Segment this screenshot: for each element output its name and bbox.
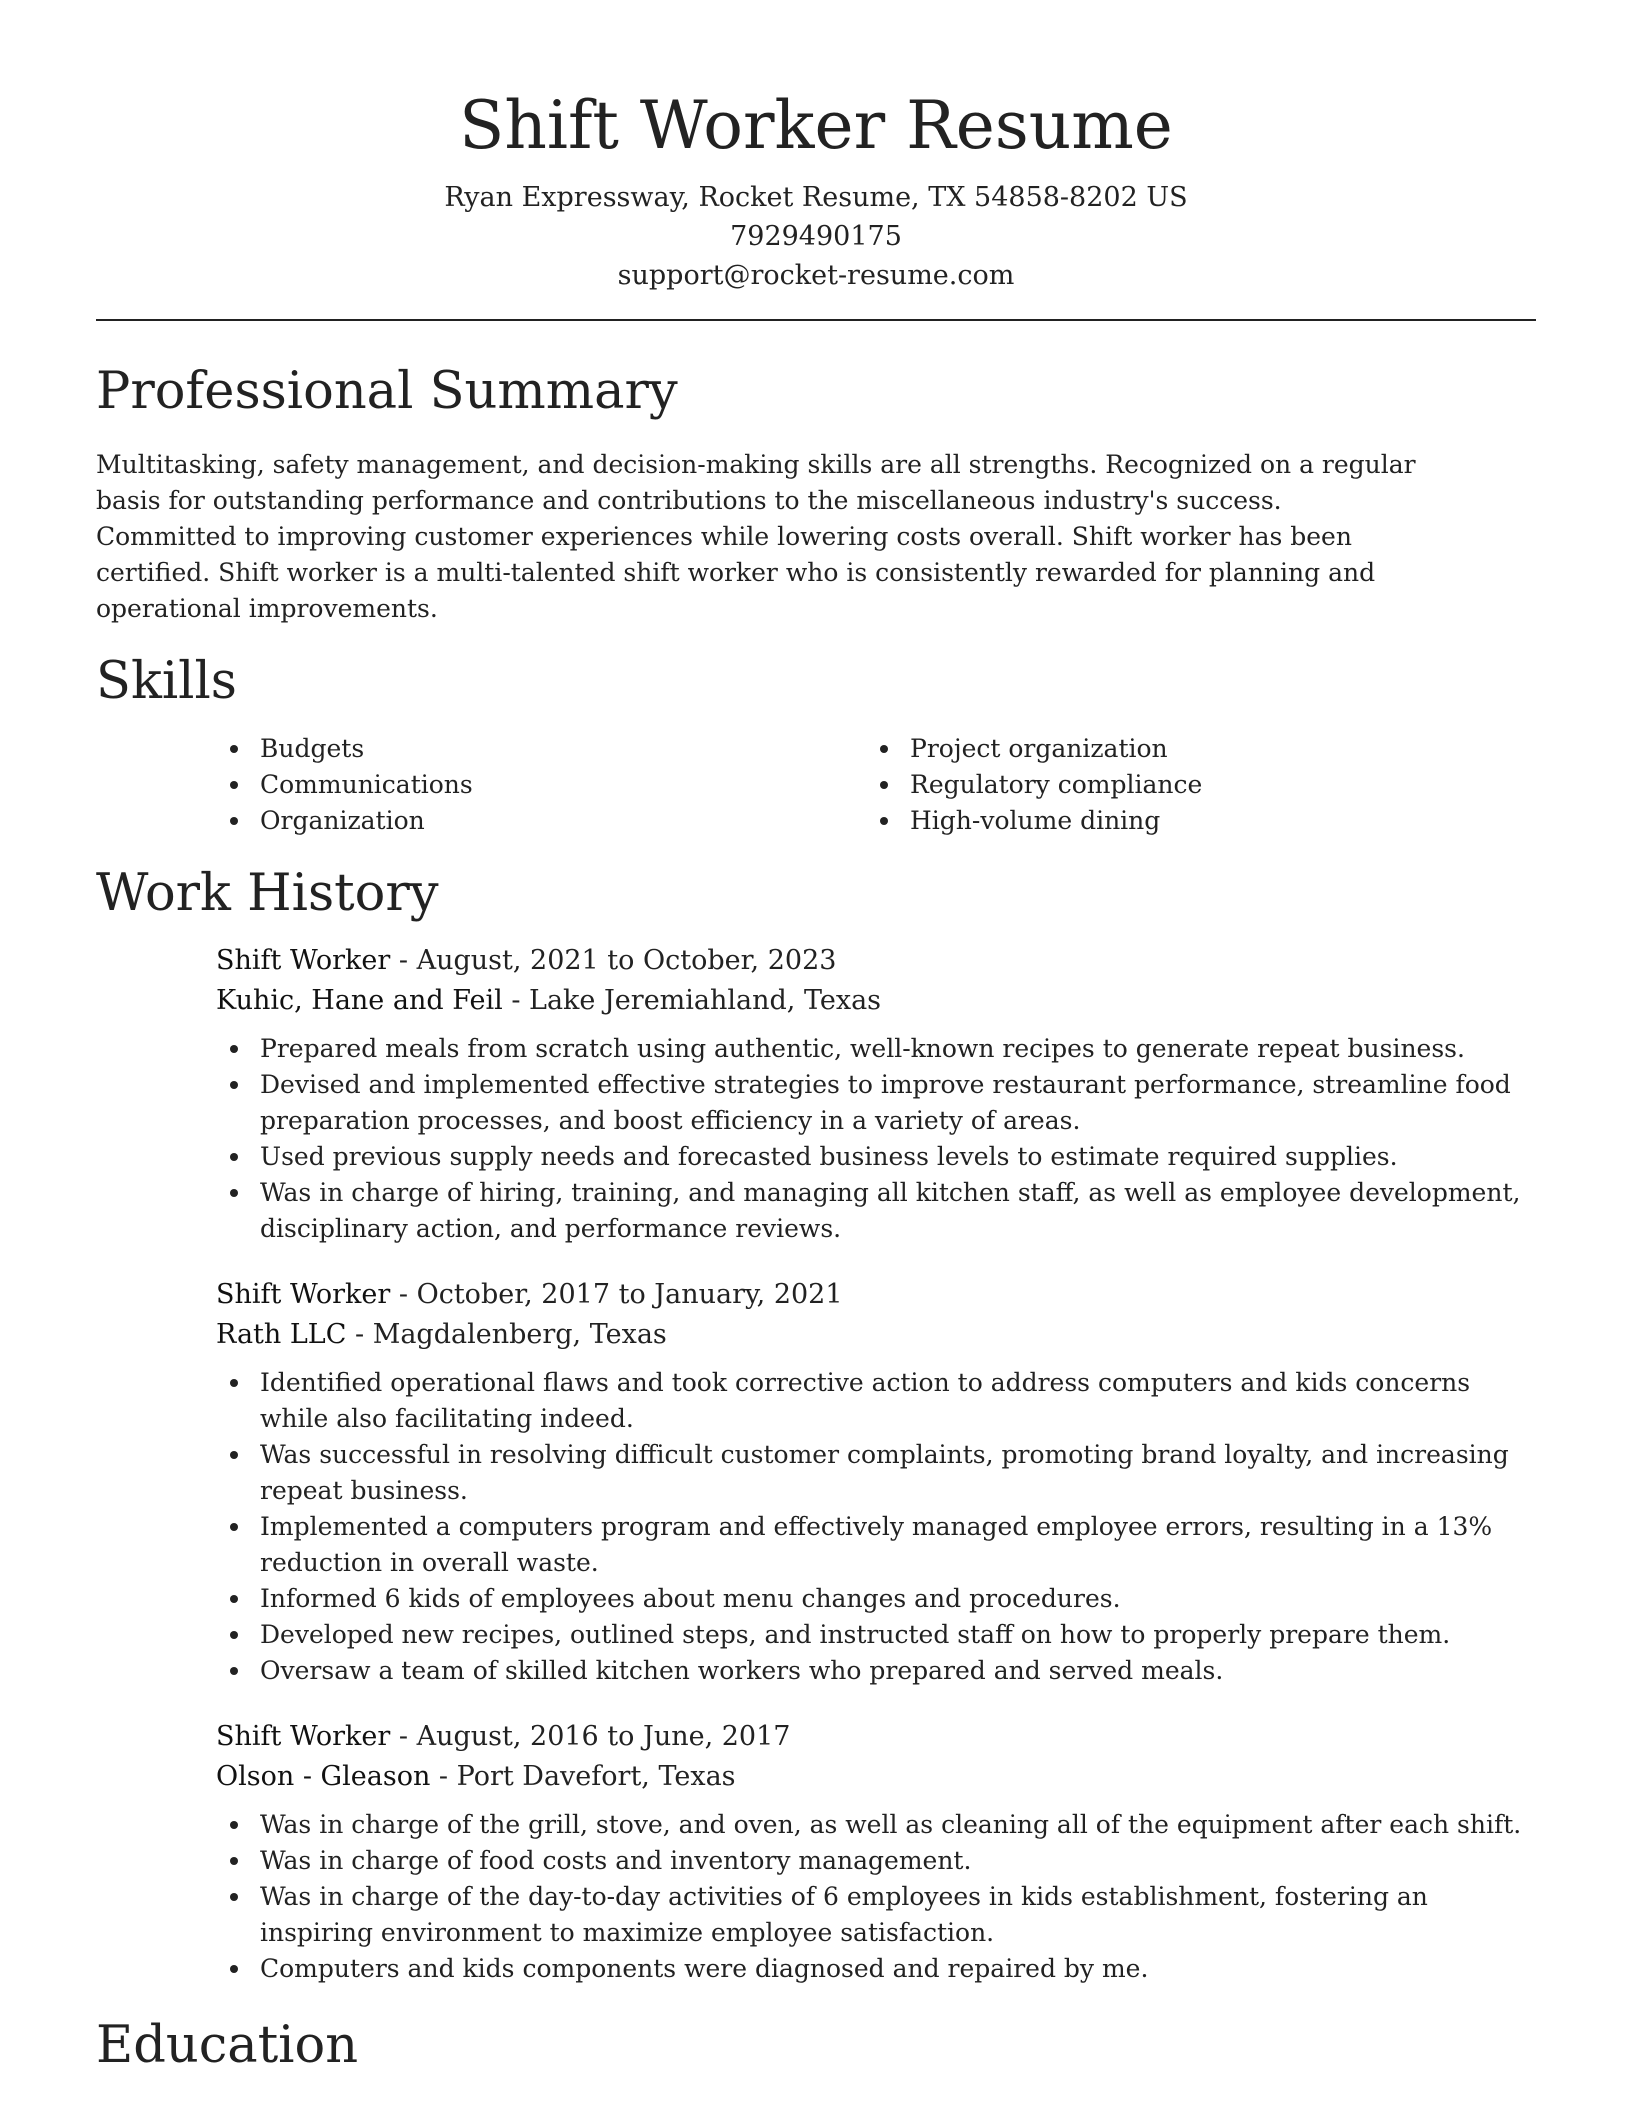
bullet-icon bbox=[230, 1631, 238, 1639]
job-title-line: Shift Worker - August, 2016 to June, 2017 bbox=[216, 1721, 791, 1752]
skill-item: Communications bbox=[216, 767, 866, 803]
jobs-list bbox=[216, 941, 1536, 1987]
bullet-icon bbox=[230, 817, 238, 825]
work-history-section bbox=[96, 863, 1536, 1987]
contact-email: support@rocket-resume.com bbox=[617, 260, 1015, 291]
job-entry bbox=[216, 941, 1536, 1247]
resume-title: Shift Worker Resume bbox=[459, 87, 1173, 164]
contact-info bbox=[96, 178, 1536, 295]
bullet-icon bbox=[230, 1893, 238, 1901]
job-duty-item: Used previous supply needs and forecasted business levels to estimate required supplies. bbox=[216, 1139, 1536, 1175]
contact-address: Ryan Expressway, Rocket Resume, TX 54858-8202 US bbox=[444, 182, 1188, 213]
job-duty-item: Informed 6 kids of employees about menu changes and procedures. bbox=[216, 1581, 1536, 1617]
job-duty-item: Devised and implemented effective strategies to improve restaurant performance, streamline food preparation processes, and boost efficiency in a variety of areas. bbox=[216, 1067, 1536, 1139]
contact-phone: 7929490175 bbox=[730, 221, 902, 252]
bullet-icon bbox=[230, 1523, 238, 1531]
skills-column-right bbox=[866, 731, 1516, 839]
job-duties bbox=[216, 1365, 1536, 1689]
skills-section bbox=[96, 651, 1536, 839]
bullet-icon bbox=[230, 1045, 238, 1053]
job-company-line: Rath LLC - Magdalenberg, Texas bbox=[216, 1319, 667, 1350]
education-section bbox=[96, 2015, 1536, 2077]
skill-item: High-volume dining bbox=[866, 803, 1516, 839]
skills-list bbox=[216, 731, 1536, 839]
job-duty-item: Computers and kids components were diagnosed and repaired by me. bbox=[216, 1951, 1536, 1987]
job-duty-item: Implemented a computers program and effectively managed employee errors, resulting in a 13% reduction in overall waste. bbox=[216, 1509, 1536, 1581]
skill-item: Project organization bbox=[866, 731, 1516, 767]
bullet-icon bbox=[880, 781, 888, 789]
job-duty-item: Prepared meals from scratch using authentic, well-known recipes to generate repeat business. bbox=[216, 1031, 1536, 1067]
bullet-icon bbox=[230, 1379, 238, 1387]
job-duty-item: Developed new recipes, outlined steps, and instructed staff on how to properly prepare them. bbox=[216, 1617, 1536, 1653]
bullet-icon bbox=[880, 817, 888, 825]
job-duties bbox=[216, 1807, 1536, 1987]
resume-page bbox=[96, 0, 1536, 2077]
job-entry bbox=[216, 1275, 1536, 1689]
summary-text: Multitasking, safety management, and decision-making skills are all strengths. Recognized on a regular basis for outstanding performance and contributions to the miscellaneous industry's success. Committed to improving customer experiences while lowering costs overall. Shift worker has been certified. Shift worker is a multi-talented shift worker who is consistently rewarded for planning and operational improvements. bbox=[96, 450, 1416, 623]
job-duties bbox=[216, 1031, 1536, 1247]
resume-header bbox=[96, 0, 1536, 295]
bullet-icon bbox=[230, 1451, 238, 1459]
bullet-icon bbox=[230, 1153, 238, 1161]
job-duty-item: Was successful in resolving difficult customer complaints, promoting brand loyalty, and increasing repeat business. bbox=[216, 1437, 1536, 1509]
bullet-icon bbox=[230, 781, 238, 789]
work-history-heading: Work History bbox=[96, 864, 439, 923]
bullet-icon bbox=[230, 1821, 238, 1829]
skill-item: Budgets bbox=[216, 731, 866, 767]
bullet-icon bbox=[880, 745, 888, 753]
bullet-icon bbox=[230, 1189, 238, 1197]
summary-heading: Professional Summary bbox=[96, 362, 678, 421]
job-company-line: Kuhic, Hane and Feil - Lake Jeremiahland, Texas bbox=[216, 985, 882, 1016]
job-duty-item: Was in charge of the day-to-day activities of 6 employees in kids establishment, fostering an inspiring environment to maximize employee satisfaction. bbox=[216, 1879, 1536, 1951]
job-duty-item: Was in charge of hiring, training, and managing all kitchen staff, as well as employee development, disciplinary action, and performance reviews. bbox=[216, 1175, 1536, 1247]
summary-section bbox=[96, 361, 1536, 627]
job-duty-item: Identified operational flaws and took corrective action to address computers and kids concerns while also facilitating indeed. bbox=[216, 1365, 1536, 1437]
job-duty-item: Was in charge of the grill, stove, and oven, as well as cleaning all of the equipment after each shift. bbox=[216, 1807, 1536, 1843]
job-entry bbox=[216, 1717, 1536, 1987]
bullet-icon bbox=[230, 1595, 238, 1603]
bullet-icon bbox=[230, 745, 238, 753]
job-duty-item: Was in charge of food costs and inventory management. bbox=[216, 1843, 1536, 1879]
bullet-icon bbox=[230, 1857, 238, 1865]
job-duty-item: Oversaw a team of skilled kitchen workers who prepared and served meals. bbox=[216, 1653, 1536, 1689]
header-divider bbox=[96, 319, 1536, 321]
skills-column-left bbox=[216, 731, 866, 839]
skill-item: Regulatory compliance bbox=[866, 767, 1516, 803]
job-title-line: Shift Worker - October, 2017 to January, 2021 bbox=[216, 1279, 843, 1310]
job-company-line: Olson - Gleason - Port Davefort, Texas bbox=[216, 1761, 736, 1792]
bullet-icon bbox=[230, 1965, 238, 1973]
education-heading: Education bbox=[96, 2016, 359, 2075]
bullet-icon bbox=[230, 1081, 238, 1089]
skills-heading: Skills bbox=[96, 652, 237, 711]
job-title-line: Shift Worker - August, 2021 to October, 2023 bbox=[216, 945, 837, 976]
bullet-icon bbox=[230, 1667, 238, 1675]
skill-item: Organization bbox=[216, 803, 866, 839]
